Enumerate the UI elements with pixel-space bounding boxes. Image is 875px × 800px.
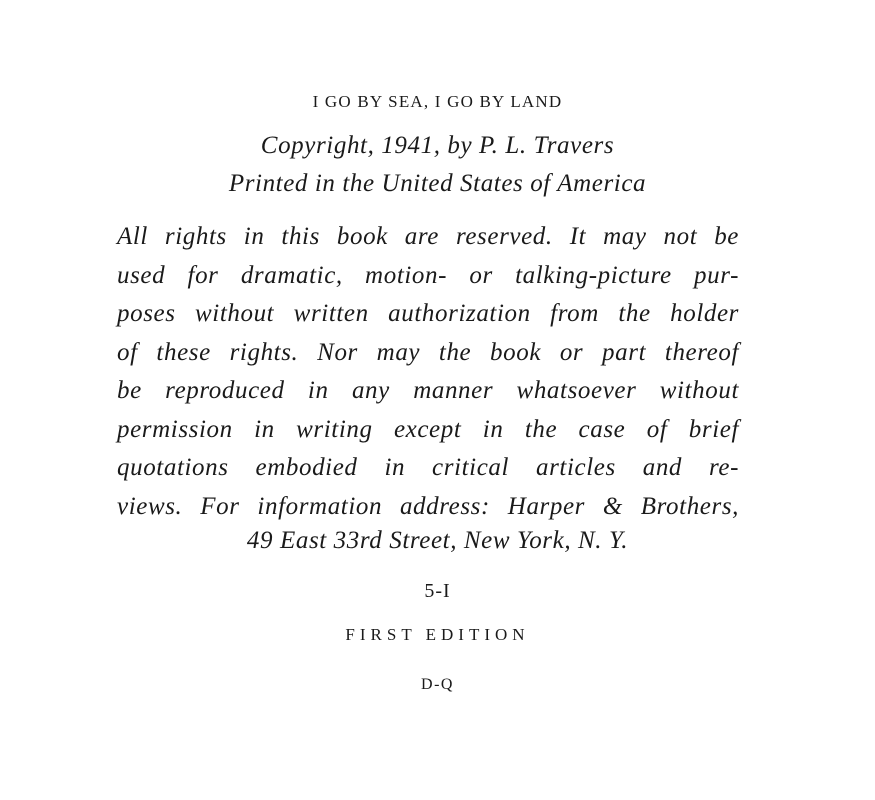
rights-line: All rights in this book are reserved. It may not be — [117, 223, 739, 250]
publisher-address: 49 East 33rd Street, New York, N. Y. — [246, 527, 629, 554]
rights-line: quotations embodied in critical articles and re- — [117, 454, 739, 481]
copyright-line: Copyright, 1941, by P. L. Travers — [260, 132, 615, 159]
edition-label: FIRST EDITION — [345, 625, 530, 644]
printed-in-line: Printed in the United States of America — [228, 170, 647, 197]
rights-line: views. For information address: Harper & Brothers, — [117, 492, 739, 520]
rights-line: poses without written authorization from the holder — [117, 300, 739, 327]
print-mark: D-Q — [421, 676, 454, 693]
rights-line: permission in writing except in the case of brief — [117, 415, 739, 443]
rights-paragraph — [117, 218, 739, 526]
rights-line: be reproduced in any manner whatsoever without — [117, 377, 739, 404]
rights-line: of these rights. Nor may the book or part thereof — [117, 338, 739, 366]
book-title: I GO BY SEA, I GO BY LAND — [312, 92, 563, 111]
rights-line: used for dramatic, motion- or talking-picture pur- — [117, 261, 739, 289]
printing-code: 5-I — [424, 580, 451, 602]
